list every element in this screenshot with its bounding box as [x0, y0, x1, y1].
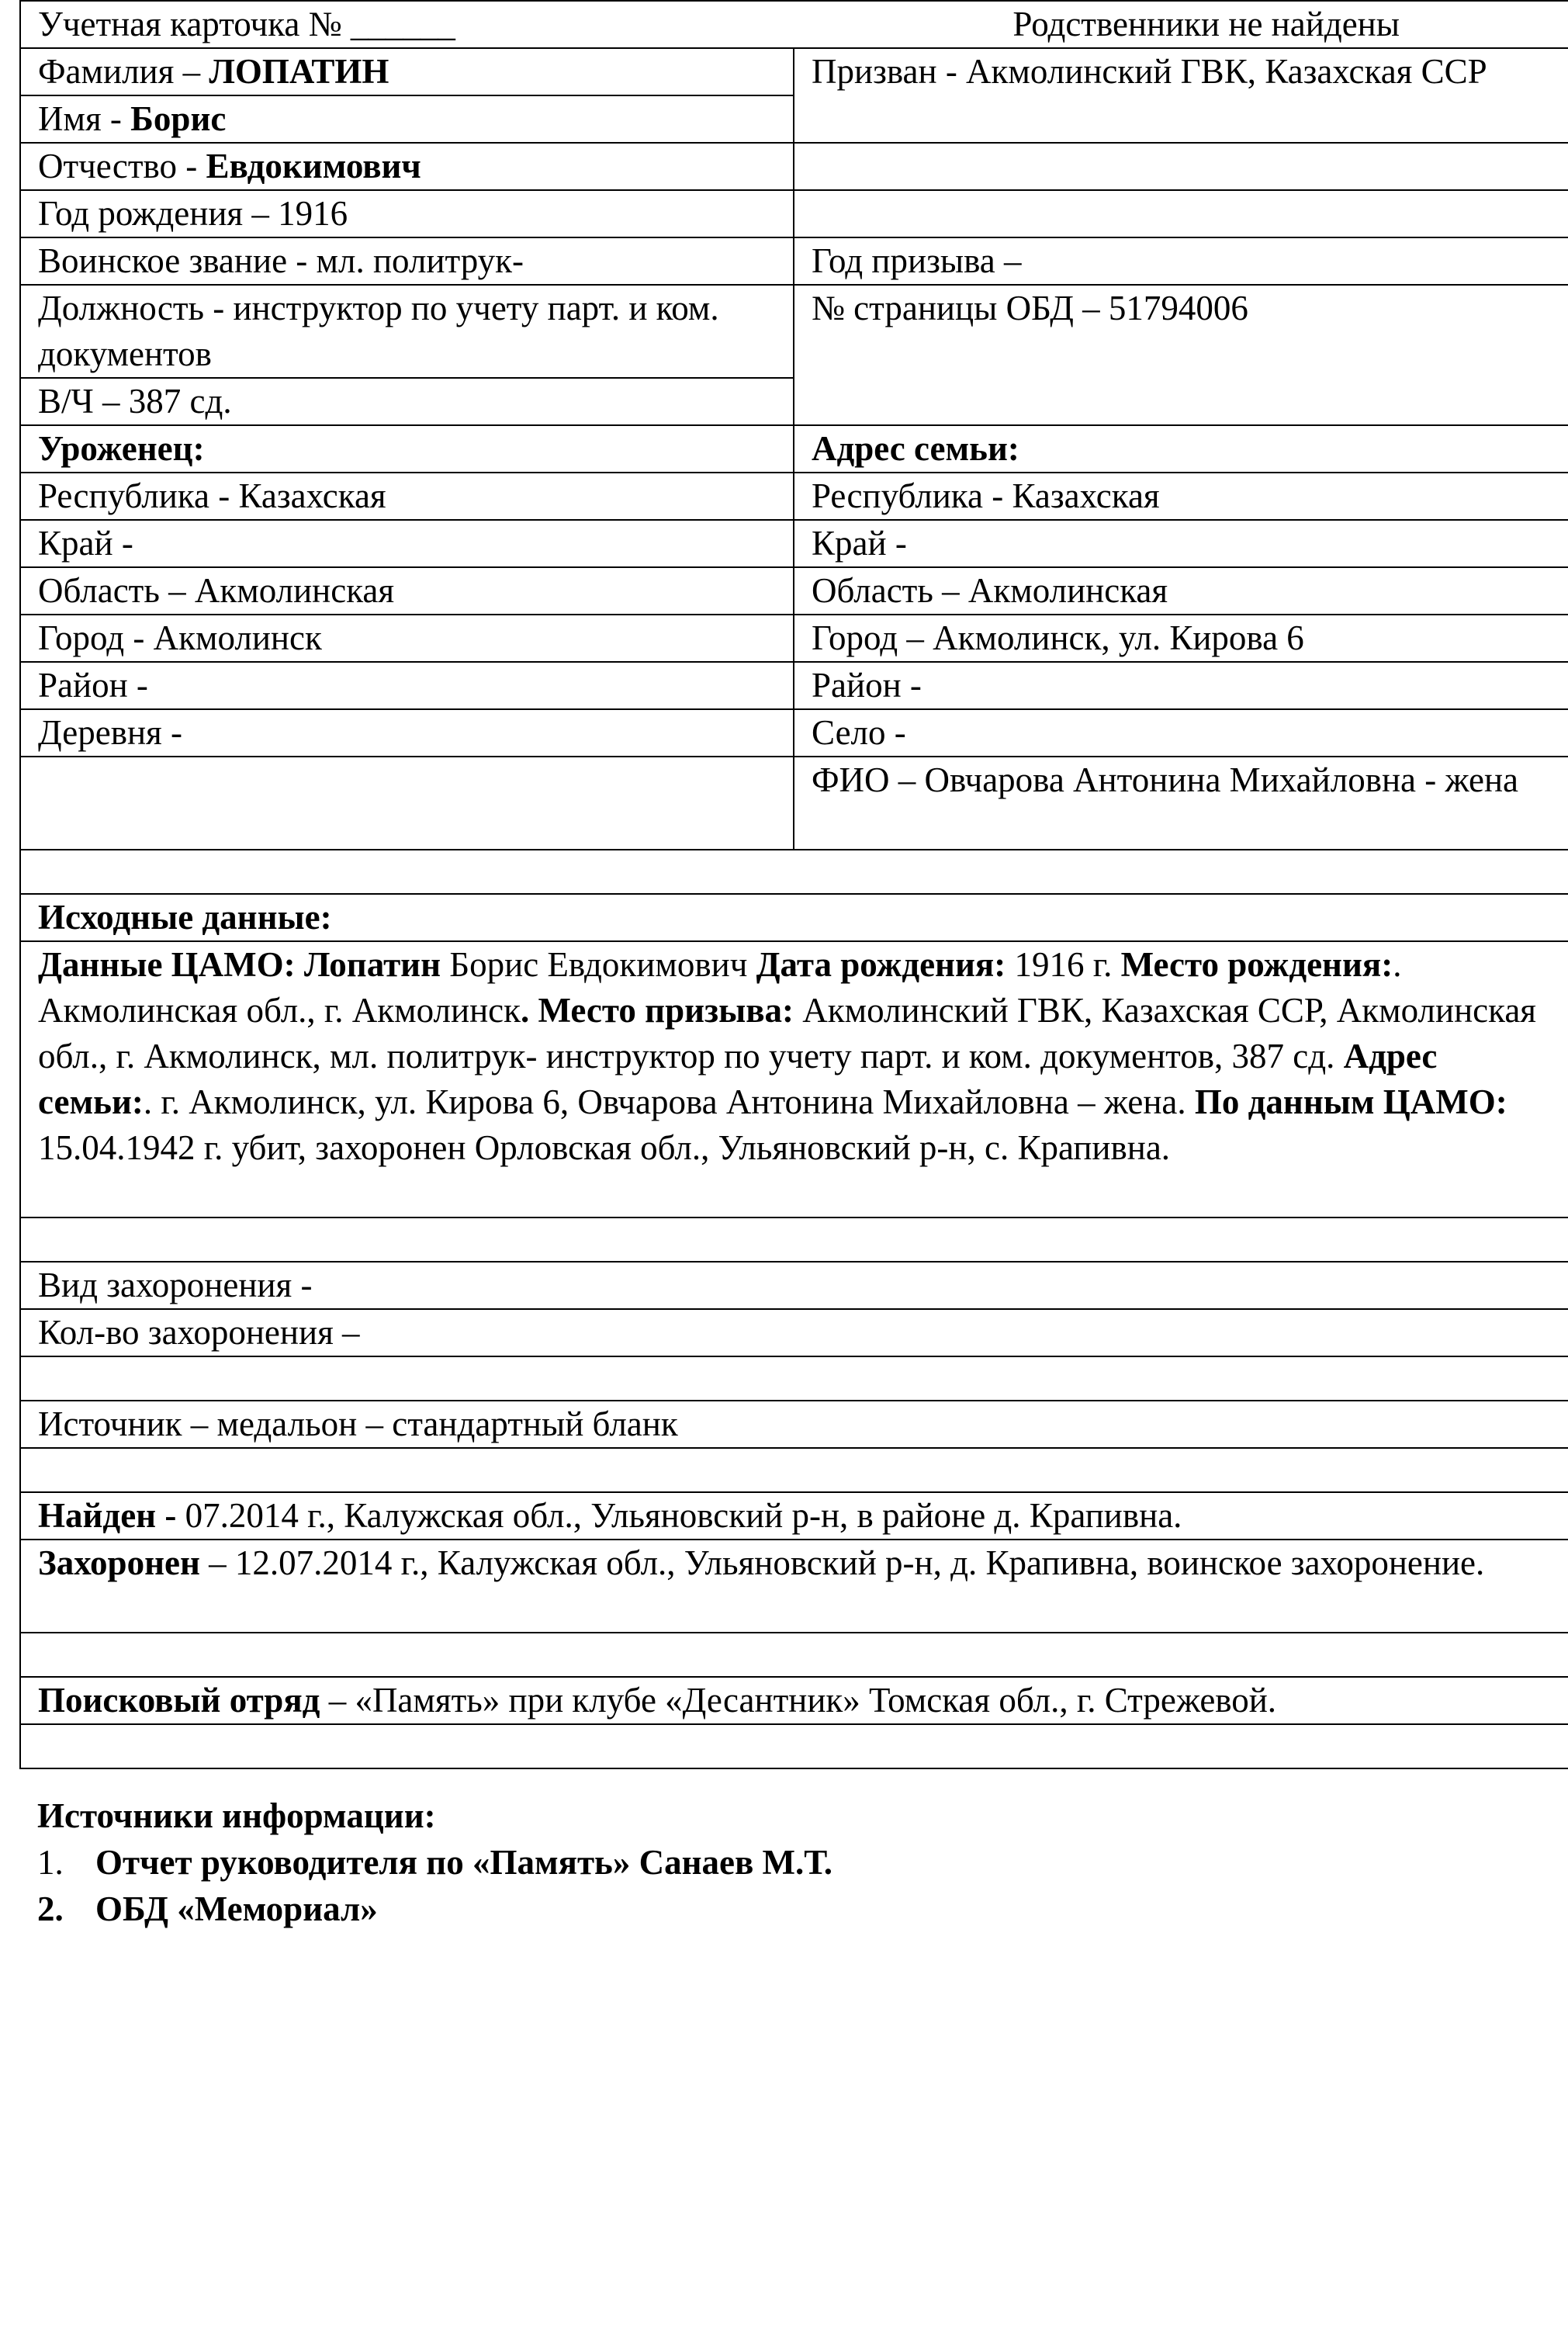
source-data-text [20, 941, 1568, 1217]
source-label-birth-date: Дата рождения: [756, 945, 1006, 984]
source-label-birth-place: Место рождения: [1120, 945, 1393, 984]
found-label: Найден - [38, 1496, 185, 1535]
name-label: Имя - [38, 99, 131, 138]
found-value: 07.2014 г., Калужская обл., Ульяновский р-н, в районе д. Крапивна. [185, 1496, 1182, 1535]
drafted-cell [794, 48, 1568, 143]
patronymic-value: Евдокимович [206, 147, 421, 185]
list-item-number: 1. [37, 1843, 64, 1882]
obd-page-cell: № страницы ОБД – 51794006 [794, 285, 1568, 425]
spacer-row [20, 1217, 1568, 1262]
native-republic: Республика - Казахская [20, 473, 794, 520]
source-label-surname: Лопатин [303, 945, 441, 984]
rank-cell: Воинское звание - мл. политрук- [20, 237, 794, 285]
information-sources [37, 1792, 1511, 1932]
squad-value: – «Память» при клубе «Десантник» Томская обл., г. Стрежевой. [320, 1681, 1277, 1720]
source-text: . Акмолинская обл., г. Акмолинск [38, 945, 1402, 1030]
native-heading: Уроженец: [20, 425, 794, 473]
source-text: . г. Акмолинск, ул. Кирова 6, Овчарова Антонина Михайловна – жена. [143, 1082, 1195, 1121]
native-district: Район - [20, 662, 794, 709]
native-krai: Край - [20, 520, 794, 567]
list-item-number: 2. [37, 1889, 64, 1928]
spacer-row [20, 850, 1568, 894]
family-village: Село - [794, 709, 1568, 757]
burial-count: Кол-во захоронения – [20, 1309, 1568, 1356]
source-label-family-address: Адрес семьи: [38, 1037, 1438, 1121]
squad-label: Поисковый отряд [38, 1681, 320, 1720]
source-data-heading: Исходные данные: [20, 894, 1568, 941]
source-medallion: Источник – медальон – стандартный бланк [20, 1401, 1568, 1448]
source-text: Акмолинский ГВК, Казахская ССР, Акмолинская обл., г. Акмолинск, мл. политрук- инструктор по учету парт. и ком. документов, 387 сд. [38, 991, 1536, 1075]
family-district: Район - [794, 662, 1568, 709]
sources-list [37, 1839, 1511, 1932]
list-item-text: Отчет руководителя по «Память» Санаев М.Т. [95, 1843, 833, 1882]
relatives-status: Родственники не найдены [1012, 5, 1400, 43]
record-card-table [19, 0, 1568, 1769]
surname-cell [20, 48, 794, 95]
family-fio: ФИО – Овчарова Антонина Михайловна - жена [794, 757, 1568, 850]
card-number-label: Учетная карточка № ______ [38, 5, 455, 43]
source-text: Борис Евдокимович [441, 945, 756, 984]
name-cell [20, 95, 794, 143]
surname-label: Фамилия – [38, 52, 209, 91]
spacer-row [20, 1724, 1568, 1768]
found-row [20, 1492, 1568, 1540]
source-label-camo: Данные ЦАМО: [38, 945, 296, 984]
family-krai: Край - [794, 520, 1568, 567]
birth-year-cell: Год рождения – 1916 [20, 190, 794, 237]
source-label-camo-result: По данным ЦАМО: [1194, 1082, 1507, 1121]
header-row [20, 1, 1568, 48]
buried-label: Захоронен [38, 1543, 200, 1582]
surname-value: ЛОПАТИН [209, 52, 389, 91]
buried-value: – 12.07.2014 г., Калужская обл., Ульяновский р-н, д. Крапивна, воинское захоронение. [199, 1543, 1485, 1582]
source-text [296, 945, 304, 984]
list-item [37, 1886, 1511, 1932]
unit-cell: В/Ч – 387 сд. [20, 378, 794, 425]
name-value: Борис [130, 99, 227, 138]
empty-left-cell [20, 757, 794, 850]
draft-year-cell: Год призыва – [794, 237, 1568, 285]
family-oblast: Область – Акмолинская [794, 567, 1568, 615]
drafted-value: Призван - Акмолинский ГВК, Казахская ССР [812, 52, 1487, 91]
native-village: Деревня - [20, 709, 794, 757]
native-city: Город - Акмолинск [20, 615, 794, 662]
family-republic: Республика - Казахская [794, 473, 1568, 520]
patronymic-cell [20, 143, 794, 190]
burial-type: Вид захоронения - [20, 1262, 1568, 1309]
empty-right-cell-1 [794, 143, 1568, 190]
list-item-text: ОБД «Мемориал» [95, 1889, 378, 1928]
native-oblast: Область – Акмолинская [20, 567, 794, 615]
search-squad-row [20, 1677, 1568, 1724]
buried-row [20, 1540, 1568, 1633]
source-label-draft-place: . Место призыва: [521, 991, 794, 1030]
source-text: 15.04.1942 г. убит, захоронен Орловская обл., Ульяновский р-н, с. Крапивна. [38, 1128, 1171, 1167]
spacer-row [20, 1448, 1568, 1492]
position-cell: Должность - инструктор по учету парт. и ком. документов [20, 285, 794, 378]
list-item [37, 1839, 1511, 1886]
patronymic-label: Отчество - [38, 147, 206, 185]
spacer-row [20, 1633, 1568, 1677]
spacer-row [20, 1356, 1568, 1401]
source-text: 1916 г. [1006, 945, 1121, 984]
family-address-heading: Адрес семьи: [794, 425, 1568, 473]
family-city: Город – Акмолинск, ул. Кирова 6 [794, 615, 1568, 662]
empty-right-cell-2 [794, 190, 1568, 237]
sources-title: Источники информации: [37, 1796, 436, 1835]
